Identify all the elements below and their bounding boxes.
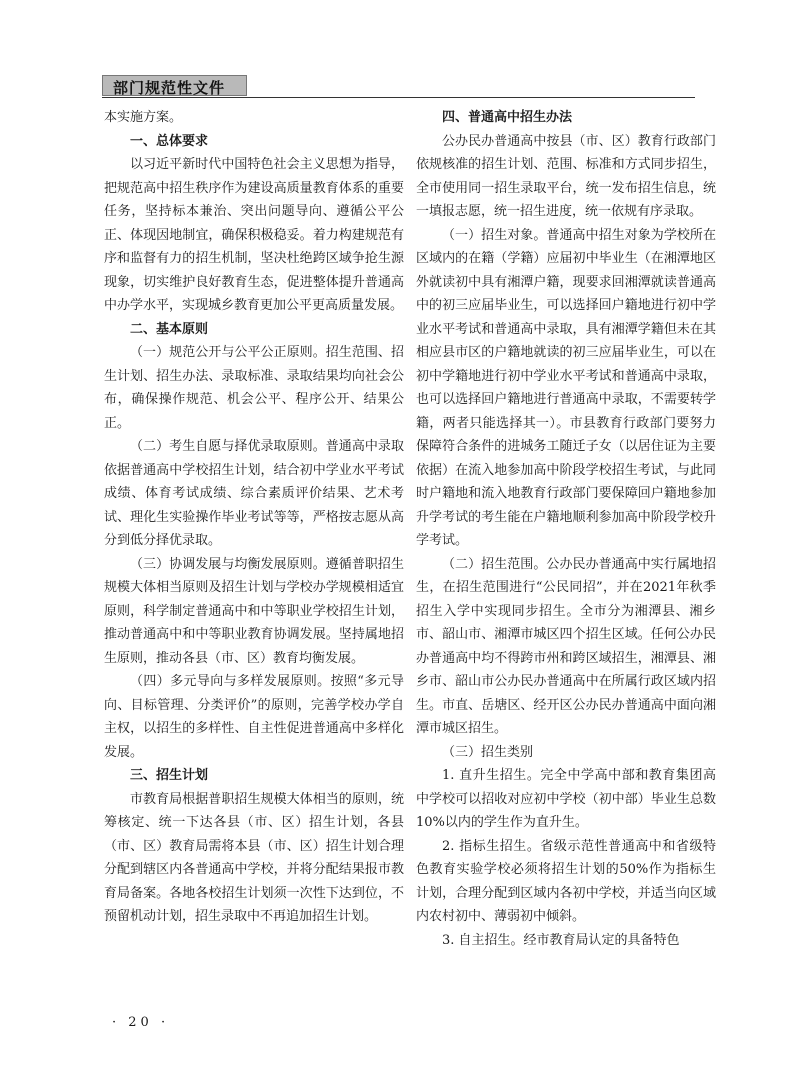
paragraph: （二）考生自愿与择优录取原则。普通高中录取依据普通高中学校招生计划，结合初中学业水平考试成绩、体育考试成绩、综合素质评价结果、艺术考试、理化生实验操作毕业考试等等，严格按志愿从高分到低分择优录取。 [104, 439, 404, 548]
section-heading: 一、总体要求 [130, 133, 209, 149]
section-tag-label: 部门规范性文件 [113, 79, 226, 97]
paragraph: 本实施方案。 [104, 110, 183, 125]
paragraph: 公办民办普通高中按县（市、区）教育行政部门依规核准的招生计划、范围、标准和方式同步招生，全市使用同一招生录取平台，统一发布招生信息，统一填报志愿，统一招生进度，统一依规有序录取。 [416, 133, 716, 219]
paragraph: 1. 直升生招生。完全中学高中部和教育集团高中学校可以招收对应初中学校（初中部）毕业生总数10%以内的学生作为直升生。 [416, 768, 716, 830]
paragraph: 市教育局根据普职招生规模大体相当的原则，统筹核定、统一下达各县（市、区）招生计划，各县（市、区）教育局需将本县（市、区）招生计划合理分配到辖区内各普通高中学校，并将分配结果报市教育局备案。各地各校招生计划须一次性下达到位，不预留机动计划，招生录取中不再追加招生计划。 [104, 791, 404, 924]
right-column [416, 106, 716, 952]
paragraph: （四）多元导向与多样发展原则。按照“多元导向、目标管理、分类评价”的原则，完善学校办学自主权，以招生的多样性、自主性促进普通高中多样化发展。 [104, 674, 404, 760]
left-column [104, 106, 404, 929]
section-tag [102, 75, 247, 96]
subsection-heading: （三）招生类别 [442, 744, 534, 760]
section-heading: 四、普通高中招生办法 [442, 110, 573, 125]
section-heading: 二、基本原则 [130, 321, 209, 337]
section-heading: 三、招生计划 [130, 768, 209, 783]
paragraph: （一）规范公开与公平公正原则。招生范围、招生计划、招生办法、录取标准、录取结果均向社会公布，确保操作规范、机会公平、程序公开、结果公正。 [104, 345, 404, 431]
header-rule [102, 97, 695, 98]
paragraph: 以习近平新时代中国特色社会主义思想为指导，把规范高中招生秩序作为建设高质量教育体系的重要任务，坚持标本兼治、突出问题导向、遵循公平公正、体现因地制宜，确保积极稳妥。着力构建规范有序和监督有力的招生机制，坚决杜绝跨区域争抢生源现象，切实维护良好教育生态，促进整体提升普通高中办学水平，实现城乡教育更加公平更高质量发展。 [104, 157, 404, 313]
paragraph: 3. 自主招生。经市教育局认定的具备特色 [442, 932, 680, 948]
paragraph: 2. 指标生招生。省级示范性普通高中和省级特色教育实验学校必须将招生计划的50%作为指标生计划，合理分配到区域内各初中学校，并适当向区域内农村初中、薄弱初中倾斜。 [416, 838, 716, 924]
paragraph: （一）招生对象。普通高中招生对象为学校所在区域内的在籍（学籍）应届初中毕业生（在湘潭地区外就读初中具有湘潭户籍，现要求回湘潭就读普通高中的初三应届毕业生，可以选择回户籍地进行初中学业水平考试和普通高中录取，具有湘潭学籍但未在其相应县市区的户籍地就读的初三应届毕业生，可以在初中学籍地进行初中学业水平考试和普通高中录取，也可以选择回户籍地进行普通高中录取，不需要转学籍，两者只能选择其一）。市县教育行政部门要努力保障符合条件的进城务工随迁子女（以居住证为主要依据）在流入地参加高中阶段学校招生考试，与此同时户籍地和流入地教育行政部门要保障回户籍地参加升学考试的考生能在户籍地顺利参加高中阶段学校升学考试。 [416, 227, 716, 548]
paragraph: （二）招生范围。公办民办普通高中实行属地招生，在招生范围进行“公民同招”，并在2021年秋季招生入学中实现同步招生。全市分为湘潭县、湘乡市、韶山市、湘潭市城区四个招生区域。任何公办民办普通高中均不得跨市州和跨区域招生，湘潭县、湘乡市、韶山市公办民办普通高中在所属行政区域内招生。市直、岳塘区、经开区公办民办普通高中面向湘潭市城区招生。 [416, 556, 716, 736]
page-number: · 20 · [112, 1015, 170, 1030]
paragraph: （三）协调发展与均衡发展原则。遵循普职招生规模大体相当原则及招生计划与学校办学规模相适宜原则，科学制定普通高中和中等职业学校招生计划，推动普通高中和中等职业教育协调发展。坚持属地招生原则，推动各县（市、区）教育均衡发展。 [104, 556, 404, 666]
